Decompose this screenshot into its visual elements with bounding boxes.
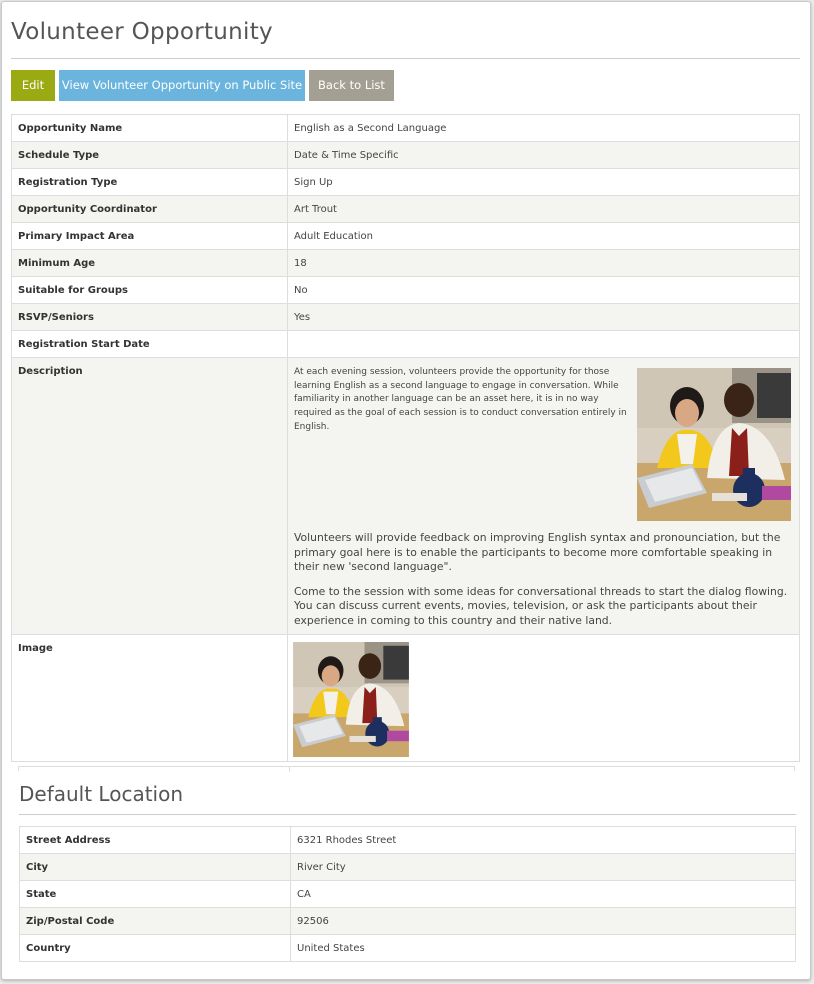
field-label: Opportunity Coordinator [12, 196, 288, 223]
description-intro: At each evening session, volunteers provide the opportunity for those learning English as a second language to engage in conversation. While familiarity in another language can be an asset here, it is in no way required as the goal of each session is to conduct conversation entirely in English. [294, 367, 627, 432]
table-row [12, 196, 800, 223]
field-label: RSVP/Seniors [12, 304, 288, 331]
table-row [12, 142, 800, 169]
table-row [20, 935, 796, 962]
field-value: United States [291, 935, 796, 962]
field-value: Date & Time Specific [288, 142, 800, 169]
field-label: Zip/Postal Code [20, 908, 291, 935]
opportunity-image-thumbnail[interactable] [293, 642, 409, 757]
field-label: Schedule Type [12, 142, 288, 169]
field-value [288, 331, 800, 358]
field-value: 92506 [291, 908, 796, 935]
field-label: Minimum Age [12, 250, 288, 277]
field-value: 6321 Rhodes Street [291, 827, 796, 854]
location-table [19, 826, 796, 962]
field-label: State [20, 881, 291, 908]
section-separator [18, 766, 795, 771]
field-value: Yes [288, 304, 800, 331]
table-row [20, 854, 796, 881]
field-label: Registration Start Date [12, 331, 288, 358]
description-paragraph: Come to the session with some ideas for conversational threads to start the dialog flowing. You can discuss current events, movies, television, or ask the participants about their experience in coming to this country and their native land. [294, 584, 788, 627]
edit-button[interactable]: Edit [11, 70, 55, 101]
title-divider [11, 58, 800, 59]
field-label: City [20, 854, 291, 881]
field-value: River City [291, 854, 796, 881]
section-divider [19, 814, 796, 815]
table-row [12, 115, 800, 142]
description-paragraph: Volunteers will provide feedback on improving English syntax and pronounciation, but the primary goal here is to enable the participants to become more comfortable speaking in their new 'second language". [294, 531, 781, 573]
field-value: CA [291, 881, 796, 908]
description-body [294, 521, 794, 628]
field-label: Country [20, 935, 291, 962]
section-title-default-location: Default Location [19, 782, 184, 806]
field-value: Adult Education [288, 223, 800, 250]
table-row [12, 223, 800, 250]
table-row [20, 827, 796, 854]
field-value: Art Trout [288, 196, 800, 223]
table-row [12, 304, 800, 331]
table-row [12, 277, 800, 304]
table-row [12, 250, 800, 277]
field-label: Registration Type [12, 169, 288, 196]
table-row [12, 331, 800, 358]
field-label: Image [12, 635, 288, 762]
back-to-list-button[interactable]: Back to List [309, 70, 394, 101]
view-public-site-button[interactable]: View Volunteer Opportunity on Public Site [59, 70, 305, 101]
field-label: Primary Impact Area [12, 223, 288, 250]
table-row [20, 881, 796, 908]
field-label: Suitable for Groups [12, 277, 288, 304]
field-value: English as a Second Language [288, 115, 800, 142]
field-value: No [288, 277, 800, 304]
volunteers-photo [637, 368, 791, 521]
section-separator-tick [289, 766, 290, 772]
field-value: Sign Up [288, 169, 800, 196]
field-label: Description [12, 358, 288, 635]
field-value: 18 [288, 250, 800, 277]
field-label: Opportunity Name [12, 115, 288, 142]
description-intro-block [294, 366, 629, 435]
table-row [20, 908, 796, 935]
page-title: Volunteer Opportunity [11, 19, 273, 45]
table-row [12, 169, 800, 196]
field-label: Street Address [20, 827, 291, 854]
